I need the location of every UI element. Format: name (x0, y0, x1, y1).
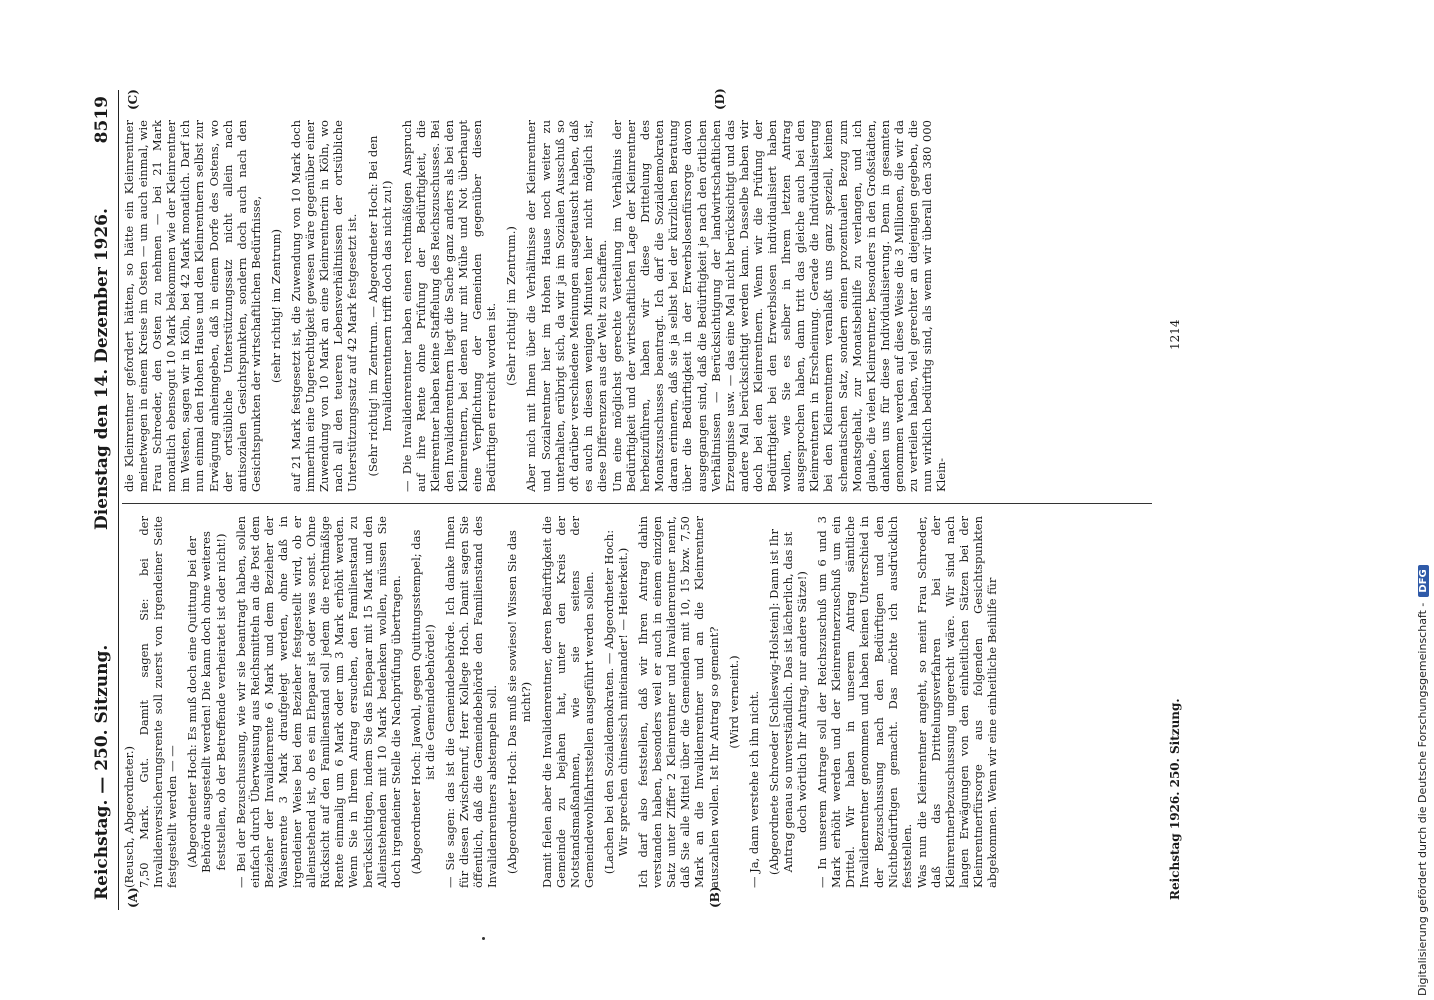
dfg-logo: DFG (1418, 565, 1429, 596)
paragraph: Damit fielen aber die Invalidenrentner, deren Bedürftigkeit die Gemeinde zu bejahen hat, unter den Kreis der Notstandsmaßnahmen, wie sie seitens der Gemeindewohlfahrtsstellen ausgeführt werden sollen. (539, 516, 596, 888)
page-number: 8519 (92, 96, 112, 144)
page-header (88, 90, 118, 910)
paragraph: (Reusch, Abgeordneter.) (122, 745, 136, 888)
footer-signature: 1214 (1168, 319, 1182, 350)
margin-marker-a: (A) (126, 887, 140, 908)
newspaper-page (88, 90, 1198, 910)
margin-marker-d: (D) (713, 88, 727, 110)
margin-marker-c: (C) (126, 89, 140, 110)
header-date: Dienstag den 14. Dezember 1926. (92, 208, 112, 530)
interjection: (sehr richtig! im Zentrum) (268, 228, 283, 384)
digitization-credit (1416, 565, 1429, 996)
paragraph: die Kleinrentner gefordert hätten, so hätte ein Kleinrentner meinetwegen in einem Kreise im Osten — um auch einmal, wie Frau Schroeder, den Osten zu nehmen — bei 21 Mark monatlich ebensogut 10 Mark bekommen wie der Kleinrentner im Westen, sagen wir in Köln, bei 42 Mark monatlich. Darf ich nun einmal den Hohen Hause und den Kleinrentnern selbst zur Erwägung anheimgeben, daß in einem Dorfe des Ostens, wo der ortsübliche Unterstützungssatz nicht allein nach antisozialen Gesichtspunkten, sondern doch auch nach den Gesichtspunkten der wirtschaftlichen Bedürfnisse, (122, 120, 263, 492)
interjection: (Sehr richtig! im Zentrum.) (504, 226, 519, 386)
interjection: (Abgeordneter Hoch: Jawohl, gegen Quittungsstempel; das ist die Gemeindebehörde!) (408, 529, 437, 875)
right-column (122, 120, 1162, 492)
interjection: (Abgeordneter Hoch: Das muß sie sowieso! Wissen Sie das nicht?) (505, 530, 534, 874)
interjection: (Abgeordnete Schroeder [Schleswig-Holstein]: Dann ist Ihr Antrag genau so unverständlich. Das ist lächerlich, das ist doch wörtlich Ihr Antrag, nur andere Sätze!) (766, 529, 810, 875)
column-divider (122, 503, 1152, 504)
paragraph: 7,50 Mark. Gut. Damit sagen Sie: bei der Invalidenversicherungsrente soll zuerst von irgendeiner Seite festgestellt werden — — (137, 516, 180, 888)
header-rule (118, 90, 119, 910)
paragraph: — In unserem Antrage soll der Reichszuschuß um 6 und 3 Mark erhöht werden und der Kleinrentnerzuschuß um ein Drittel. Wir haben in unserem Antrag sämtliche Invalidenrentner genommen und haben keinen Unterschied in der Bezuschussung nach den Bedürftigen und den Nichtbedürftigen gemacht. Das möchte ich ausdrücklich feststellen. (815, 516, 914, 888)
paragraph: Was nun die Kleinrentner angeht, so meint Frau Schroeder, daß das Drittelungsverfahren bei der Kleinrentnerbezuschussung ungerecht wäre. Wir sind nach langen Erwägungen von den einheitlichen Sätzen bei der Kleinrentnerfürsorge aus folgenden Gesichtspunkten abgekommen. Wenn wir eine einheitliche Beihilfe für (914, 516, 1000, 888)
paragraph: Aber mich mit Ihnen über die Verhältnisse der Kleinrentner und Sozialrentner hier im Hohen Hause noch weiter zu unterhalten, erübrigt sich, da wir ja im Sozialen Ausschuß so oft darüber verschiedene Meinungen ausgetauscht haben, daß es auch in diesen wenigen Minuten hier nicht möglich ist, diese Differenzen aus der Welt zu schaffen. (524, 120, 609, 492)
interjection: (Abgeordneter Hoch: Es muß doch eine Quittung bei der Behörde ausgestellt werden! Die kann doch ohne weiteres feststellen, ob der Betreffende verheiratet ist oder nicht!) (185, 531, 228, 873)
paragraph: — Bei der Bezuschussung, wie wir sie beantragt haben, sollen einfach durch Überweisung aus Reichsmitteln an die Post dem Bezieher der Invalidenrente 6 Mark und dem Bezieher der Waisenrente 3 Mark draufgelegt werden, ohne daß in irgendeiner Weise bei dem Bezieher festgestellt wird, ob er alleinstehend ist, ob es ein Ehepaar ist oder was sonst. Ohne Rücksicht auf den Familienstand soll jedem die rechtmäßige Rente einmalig um 6 Mark oder um 3 Mark erhöht werden. Wenn Sie in Ihrem Antrag ersuchen, den Familienstand zu berücksichtigen, indem Sie das Ehepaar mit 15 Mark und den Alleinstehenden mit 10 Mark bedenken wollen, müssen Sie doch irgendeiner Stelle die Nachprüfung übertragen. (233, 516, 403, 888)
header-left: Reichstag. — 250. Sitzung. (92, 644, 112, 900)
paragraph: auf 21 Mark festgesetzt ist, die Zuwendung von 10 Mark doch immerhin eine Ungerechtigkeit gewesen wäre gegenüber einer Zuwendung von 10 Mark an eine Kleinrentnerin in Köln, wo nach all den teueren Lebensverhältnissen der ortsübliche Unterstützungssatz auf 42 Mark festgesetzt ist. (289, 120, 360, 492)
interjection: (Wird verneint.) (726, 655, 741, 749)
margin-marker-b: (B) (708, 886, 722, 908)
paragraph: Ich darf also feststellen, daß wir Ihren Antrag dahin verstanden haben, besonders weil er auch in einem einzigen Satz unter Ziffer 2 Kleinrentner und Invalidenrentner nennt, daß Sie alle Mittel über die Gemeinden mit 10, 15 bzw. 7,50 Mark an die Invalidenrentner und an die Kleinrentner auszahlen wollen. Ist Ihr Antrag so gemeint? (636, 516, 721, 888)
paragraph: Um eine möglichst gerechte Verteilung im Verhältnis der Bedürftigkeit und der wirtschaftlichen Lage der Kleinrentner herbeizuführen, haben wir diese Drittelung des Monatszuschusses beantragt. Ich darf die Sozialdemokraten daran erinnern, daß sie ja selbst bei der kürzlichen Beratung über die Bedürftigkeit in der Erwerbslosenfürsorge davon ausgegangen sind, daß die Bedürftigkeit je nach den örtlichen Verhältnissen — Berücksichtigung der landwirtschaftlichen Erzeugnisse usw. — das eine Mal nicht berücksichtigt und das andere Mal berücksichtigt werden kann. Dasselbe haben wir doch bei den Kleinrentnern. Wenn wir die Prüfung der Bedürftigkeit bei den Erwerbslosen individualisiert haben wollen, wie Sie es selber in Ihrem letzten Antrag ausgesprochen haben, dann tritt das gleiche auch bei den Kleinrentnern in Erscheinung. Gerade die Individualisierung bei den Kleinrentnern veranlaßt uns ganz speziell, keinen schematischen Satz, sondern einen prozentualen Bezug zum Monatsgehalt, zur Monatsbeihilfe zu verlangen, und ich glaube, die vielen Kleinrentner, besonders in den Großstädten, danken uns für diese Individualisierung. Denn in gesamten genommen werden auf diese Weise die 3 Millionen, die wir da zu verteilen haben, viel gerechter an diejenigen gegeben, die nun wirklich bedürftig sind, als wenn wir überall den 380 000 Klein- (610, 120, 949, 492)
paragraph: — Die Invalidenrentner haben einen rechtmäßigen Anspruch auf ihre Rente ohne Prüfung der Bedürftigkeit, die Kleinrentner haben keine Staffelung des Reichszuschusses. Bei den Invalidenrentnern liegt die Sache ganz anders als bei den Kleinrentnern, bei denen nur mit Mühe und Not überhaupt eine Verpflichtung der Gemeinden gegenüber diesen Bedürftigen erreicht worden ist. (399, 120, 499, 492)
paragraph: — Ja, dann verstehe ich ihn nicht. (746, 690, 761, 888)
credit-text: Digitalisierung gefördert durch die Deutsche Forschungsgemeinschaft - (1416, 602, 1429, 996)
interjection: (Sehr richtig! im Zentrum. — Abgeordneter Hoch: Bei den Invalidenrentnern trifft doch das nicht zu!) (365, 135, 394, 477)
footer-left: Reichstag 1926. 250. Sitzung. (1168, 698, 1182, 900)
interjection: (Lachen bei den Sozialdemokraten. — Abgeordneter Hoch: Wir sprechen chinesisch miteinander! — Heiterkeit.) (601, 529, 630, 875)
paragraph: — Sie sagen: das ist die Gemeindebehörde. Ich danke Ihnen für diesen Zwischenruf, Herr Kollege Hoch. Damit sagen Sie öffentlich, daß die Gemeindebehörde den Familienstand des Invalidenrentners abstempeln soll. (442, 516, 500, 888)
left-column (122, 516, 1162, 888)
print-speck (482, 937, 485, 940)
